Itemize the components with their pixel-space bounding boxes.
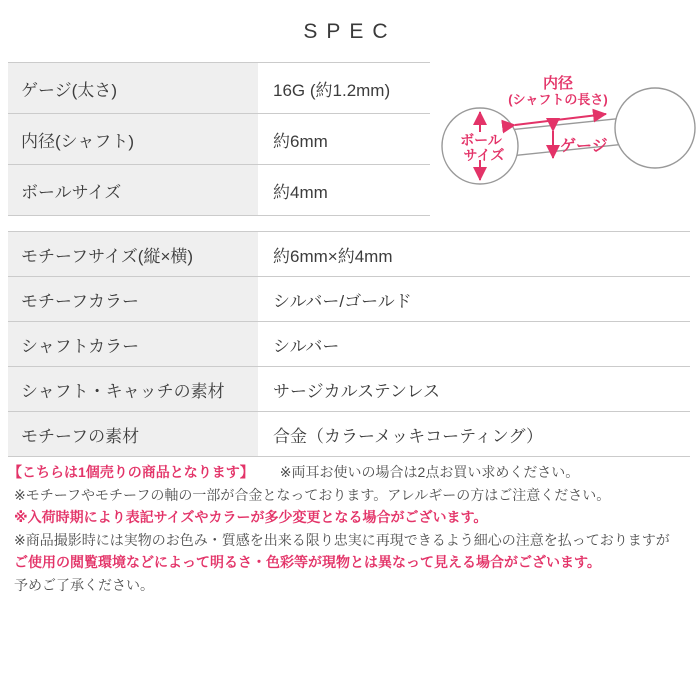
spec-row-value: 約6mm×約4mm [273, 246, 393, 266]
spec-row-label: モチーフの素材 [8, 412, 258, 456]
gauge-label: ゲージ [560, 138, 608, 155]
table-row [8, 114, 430, 165]
barbell-size-diagram [425, 58, 700, 203]
spec-row-value: シルバー [273, 336, 340, 356]
spec-row-label: ゲージ(太さ) [8, 63, 258, 113]
note-line-4: ※商品撮影時には実物のお色み・質感を出来る限り忠実に再現できるよう細心の注意を払っておりますが [14, 531, 670, 548]
spec-row-value: 合金（カラーメッキコーティング） [273, 426, 543, 446]
spec-row-label: モチーフカラー [8, 277, 258, 321]
spec-row-label: モチーフサイズ(縦×横) [8, 232, 258, 276]
note-line-5: ご使用の閲覧環境などによって明るさ・色彩等が現物とは異なって見える場合がございます。 [14, 554, 601, 570]
spec-row-value: 約4mm [273, 182, 328, 202]
ball-size-label-line2: サイズ [463, 147, 505, 163]
table-row [8, 165, 430, 216]
spec-row-label: シャフト・キャッチの素材 [8, 367, 258, 411]
product-notes [8, 461, 692, 596]
spec-row-value: 16G (約1.2mm) [273, 80, 391, 100]
spec-table-top [8, 62, 430, 216]
table-row [8, 367, 690, 412]
note-line-6: 予めご了承ください。 [14, 576, 154, 593]
spec-row-value: 約6mm [273, 131, 328, 151]
table-row [8, 412, 690, 457]
inner-diameter-label-line1: 内径 [542, 75, 574, 92]
note-single-sale: 【こちらは1個売りの商品となります】 [8, 464, 254, 480]
spec-table-bottom [8, 231, 690, 457]
spec-row-label: シャフトカラー [8, 322, 258, 366]
table-row [8, 277, 690, 322]
note-line-2: ※モチーフやモチーフの軸の一部が合金となっております。アレルギーの方はご注意ください。 [14, 486, 611, 503]
spec-row-label: ボールサイズ [8, 165, 258, 215]
table-row [8, 232, 690, 277]
inner-diameter-label-line2: (シャフトの長さ) [508, 92, 608, 107]
spec-row-label: 内径(シャフト) [8, 114, 258, 164]
note-line-3: ※入荷時期により表記サイズやカラーが多少変更となる場合がございます。 [14, 509, 488, 525]
table-row [8, 322, 690, 367]
table-row [8, 63, 430, 114]
spec-row-value: サージカルステンレス [273, 381, 441, 401]
note-line-1 [8, 461, 692, 484]
page-title: SPEC [303, 20, 397, 43]
note-both-ears: ※両耳お使いの場合は2点お買い求めください。 [279, 464, 580, 480]
ball-size-label-line1: ボール [460, 132, 502, 148]
spec-row-value: シルバー/ゴールド [273, 291, 412, 311]
